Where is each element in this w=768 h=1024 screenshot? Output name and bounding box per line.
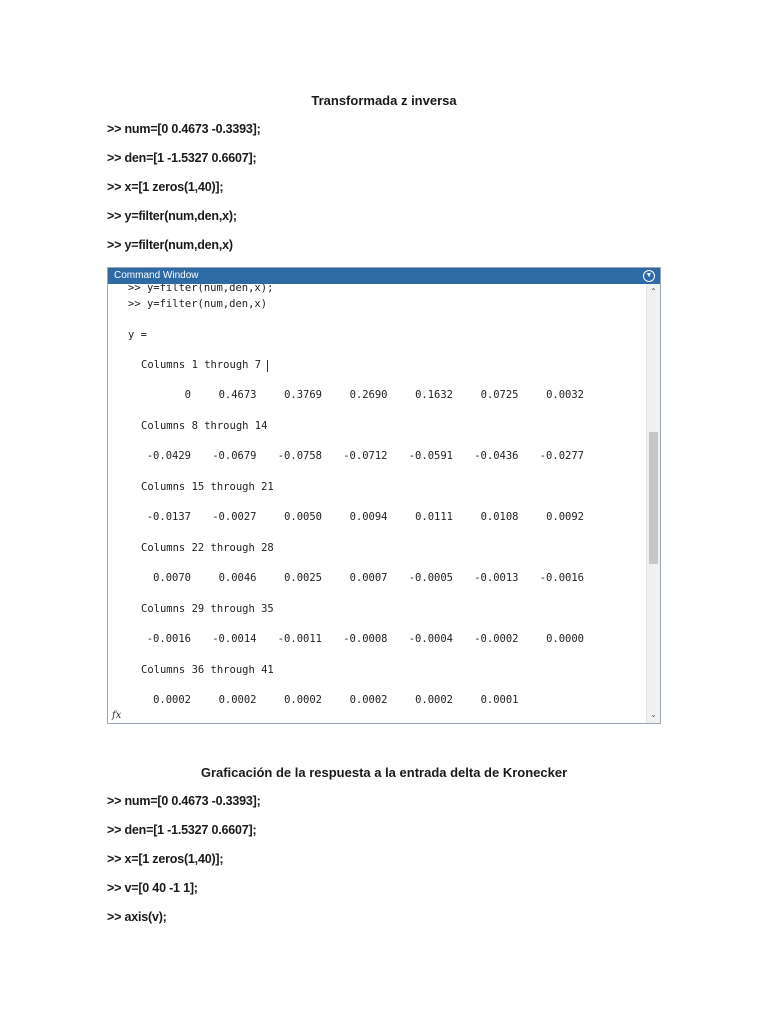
vertical-scrollbar[interactable] <box>646 284 660 723</box>
output-value: 0.0001 <box>480 694 519 706</box>
output-value: -0.0436 <box>474 450 519 462</box>
command-line: >> axis(v); <box>107 910 167 924</box>
output-value: 0.0108 <box>480 511 519 523</box>
circle-down-arrow-icon[interactable]: ▼ <box>643 270 655 282</box>
output-value: -0.0712 <box>343 450 388 462</box>
output-value: 0.0002 <box>284 694 322 706</box>
output-value: -0.0014 <box>212 633 257 645</box>
output-value: -0.0011 <box>277 633 322 645</box>
command-line: >> den=[1 -1.5327 0.6607]; <box>107 151 257 165</box>
output-value: -0.0016 <box>146 633 191 645</box>
command-window-output[interactable] <box>108 284 648 723</box>
scrollbar-thumb[interactable] <box>649 432 658 564</box>
command-line: >> den=[1 -1.5327 0.6607]; <box>107 823 257 837</box>
output-value: 0.0000 <box>546 633 584 645</box>
output-value: 0.0002 <box>349 694 388 706</box>
output-value: -0.0013 <box>474 572 519 584</box>
output-value: 0.0070 <box>153 572 191 584</box>
output-value: -0.0008 <box>343 633 388 645</box>
output-command-line: >> y=filter(num,den,x); <box>128 284 274 294</box>
output-value: 0.0725 <box>480 389 519 401</box>
output-value: -0.0002 <box>474 633 519 645</box>
command-line: >> x=[1 zeros(1,40)]; <box>107 180 224 194</box>
command-window <box>107 267 661 724</box>
output-value: 0 <box>184 389 191 401</box>
output-value: -0.0679 <box>212 450 257 462</box>
output-command-line: >> y=filter(num,den,x) <box>128 298 268 310</box>
columns-header: Columns 1 through 7 <box>141 359 262 371</box>
output-value: 0.0002 <box>218 694 257 706</box>
output-value: -0.0016 <box>539 572 584 584</box>
columns-header: Columns 8 through 14 <box>141 420 268 432</box>
output-value: -0.0004 <box>408 633 453 645</box>
output-value: 0.0032 <box>546 389 584 401</box>
output-value: -0.0027 <box>212 511 257 523</box>
command-line: >> y=filter(num,den,x); <box>107 209 237 223</box>
output-value: 0.0025 <box>284 572 322 584</box>
scroll-up-arrow-icon[interactable]: ⌃ <box>650 287 657 296</box>
output-value: -0.0137 <box>146 511 191 523</box>
fx-prompt-icon: fx <box>112 710 122 721</box>
output-value: 0.2690 <box>349 389 388 401</box>
command-window-titlebar <box>108 268 660 284</box>
text-caret <box>267 360 268 372</box>
section-title-kronecker-plot: Graficación de la respuesta a la entrada delta de Kronecker <box>200 765 568 780</box>
columns-header: Columns 22 through 28 <box>141 542 274 554</box>
command-line: >> x=[1 zeros(1,40)]; <box>107 852 224 866</box>
command-line: >> y=filter(num,den,x) <box>107 238 233 252</box>
output-value: 0.0092 <box>546 511 584 523</box>
command-line: >> num=[0 0.4673 -0.3393]; <box>107 794 261 808</box>
output-value: -0.0758 <box>277 450 322 462</box>
output-value: -0.0429 <box>146 450 191 462</box>
output-value: 0.0050 <box>284 511 322 523</box>
output-value: -0.0277 <box>539 450 584 462</box>
columns-header: Columns 15 through 21 <box>141 481 274 493</box>
command-window-title: Command Window <box>114 270 199 281</box>
output-value: 0.0094 <box>349 511 388 523</box>
output-value: 0.3769 <box>284 389 322 401</box>
output-value: 0.0002 <box>415 694 453 706</box>
output-value: 0.0002 <box>153 694 191 706</box>
output-value: 0.0007 <box>349 572 388 584</box>
output-value: -0.0591 <box>408 450 453 462</box>
columns-header: Columns 29 through 35 <box>141 603 274 615</box>
command-line: >> v=[0 40 -1 1]; <box>107 881 198 895</box>
section-title-inverse-z: Transformada z inversa <box>311 93 457 108</box>
columns-header: Columns 36 through 41 <box>141 664 274 676</box>
output-value: 0.0046 <box>218 572 257 584</box>
scroll-down-arrow-icon[interactable]: ⌄ <box>650 710 657 719</box>
output-value: 0.4673 <box>218 389 257 401</box>
output-value: -0.0005 <box>408 572 453 584</box>
output-value: 0.1632 <box>415 389 453 401</box>
command-line: >> num=[0 0.4673 -0.3393]; <box>107 122 261 136</box>
output-value: 0.0111 <box>415 511 453 523</box>
output-variable-name: y = <box>128 329 147 341</box>
